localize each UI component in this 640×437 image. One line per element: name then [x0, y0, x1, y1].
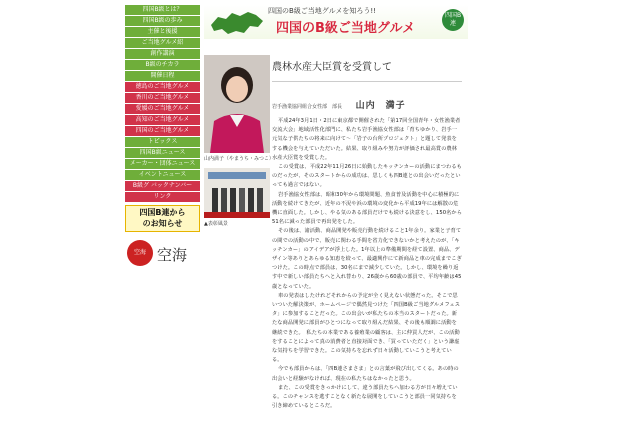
author-photo-caption: 山内満子（やまうち・みつこ） [204, 156, 274, 162]
award-photo [204, 168, 270, 218]
news-line1: 四国B連から [139, 208, 186, 217]
byline-author: 山内 満子 [355, 101, 406, 111]
article-paragraph: この受賞は、平成22年11月26日に始動したキッチンカーの活動にまつわるものだったが、そのスタートからの成功は、思しくも四B連との出会いだったといっても過言ではない。 [272, 164, 462, 189]
article-paragraph: その後は、諸活動、商品開発や販売行動を続けること1年余り。家業と子育ての間での活動の中で、販売に関わる手間を省力化できないかと考えたのが、「キッチンカー」のアイデアが浮上した。1年以上の準備期間を経て設置、商品、デザイン等ありとあらゆる知恵を絞って、最適興作にて新商品と車の完成までこぎつけた。この時点で部員は、30名にまで減少していた。しかし、環境を繰り返す中で新しい部員たちへと入れ替わり、26歳から60歳の部員で、平均年齢は45歳となっていた。 [272, 228, 462, 290]
nav-list [125, 5, 200, 202]
article-paragraph: 岩手漁協女性部は、昭和30年から環境問題、魚食普及活動を中心に積極的に活動を続けてきたが、近年の不況や浜の環境の変化から平成19年には解散の危機に直面した。しかし、やる気のある部員だけでも続ける決意をし、150名から51名に減った部員で再出発をした。 [272, 191, 462, 226]
kukai-seal-icon: 空海 [127, 240, 153, 266]
sidebar-nav-item[interactable]: 徳島のご当地グルメ [125, 82, 200, 92]
sidebar-nav-item[interactable]: 開催日程 [125, 71, 200, 81]
site-header[interactable] [204, 5, 468, 39]
shikoku-map-icon [208, 7, 266, 37]
author-photo [204, 55, 270, 153]
sidebar-nav-item[interactable]: トピックス [125, 137, 200, 147]
sidebar-nav-item[interactable]: B級グ バックナンバー [125, 181, 200, 191]
kukai-banner[interactable] [125, 238, 200, 268]
article-paragraph: 平成24年3月1日・2日に東京都で開催された「第17回全国青年・女性漁業者交流大会」地域活性化部門に、私たち岩手漁協女性部は「育ちゆかり、岩手一元気な子供たちの将来に向けて～「岩子の台所プロジェクト」と題して発表をする機会を与えていただいた。結果、取り組みや努力が評価され最高賞の農林水産大臣賞を受賞した。 [272, 118, 461, 161]
sidebar-nav-item[interactable]: 香川のご当地グルメ [125, 93, 200, 103]
sidebar-nav-item[interactable]: 主催と後援 [125, 27, 200, 37]
sidebar-nav-item[interactable]: リンク [125, 192, 200, 202]
sidebar-nav-item[interactable]: ご当地グルメ紹 [125, 38, 200, 48]
article-title: 農林水産大臣賞を受賞して [272, 62, 392, 73]
byline-organization: 岩手漁業協同組合女性部 部長 [272, 104, 343, 110]
author-portrait-icon [204, 55, 270, 153]
news-line2: のお知らせ [142, 219, 183, 228]
award-ceremony-icon [204, 168, 270, 218]
sidebar-nav-item[interactable]: 高知のご当地グルメ [125, 115, 200, 125]
sidebar-nav-item[interactable]: 四国B級の歩み [125, 16, 200, 26]
kukai-name: 空海 [157, 246, 188, 264]
title-divider [272, 81, 462, 82]
award-photo-caption: ▲表彰風景 [204, 221, 228, 227]
site-logo-text: 四国のB級ご当地グルメ [276, 21, 416, 36]
sidebar-nav-item[interactable]: メーカー・団体ニュース [125, 159, 200, 169]
sidebar-nav-item[interactable]: 愛媛のご当地グルメ [125, 104, 200, 114]
sidebar-nav-item[interactable]: 四国B級とは？ [125, 5, 200, 15]
article [272, 58, 462, 412]
article-paragraph: 車の発表はしたけれどそれからの予定が全く見えない状態だった。そこで思いついた解決策が、ホームページで偶然見つけた「四国B級ご当地グルメフェスタ」に参加することだった。この出会いが私たちの本当のスタートだった。新たな商品開発に部員がひとつになって取り組んだ結果、その後も順調に活動を継続できた。 私たちの本業である養殖業の顧客は、主に仲買人だが、この活動をすることによって真の消費者と直接対面でき、「買っていただく」という謙虚な気持ちを学習できた。この気持ちを忘れず日々活動していこうと考えている。 [272, 292, 461, 364]
article-byline [272, 98, 462, 111]
sidebar-nav-item[interactable]: イベントニュース [125, 170, 200, 180]
sidebar-nav-item[interactable]: B級のチカラ [125, 60, 200, 70]
news-banner-button[interactable] [125, 205, 200, 232]
sidebar-nav-item[interactable]: 創作講演 [125, 49, 200, 59]
sidebar-nav [125, 5, 200, 268]
shikoku-b-badge-icon: 四国B連 [442, 9, 464, 31]
article-paragraph: 今でも部員からは、「四B連さまさま」との言葉が飛び出してくる。あの時の出会いと経験がなければ、現在の私たちはなかったと思う。 [272, 366, 459, 382]
article-body [272, 117, 462, 412]
article-paragraph: また、この受賞をきっかけにして、違う部員たちへ加わる方が日々増えている。このチャンスを逃すことなく新たな展開をしていこうと部員一同気持ちを引き締めているところだ。 [272, 384, 458, 410]
sidebar-nav-item[interactable]: 四国B級ニュース [125, 148, 200, 158]
sidebar-nav-item[interactable]: 四国のご当地グルメ [125, 126, 200, 136]
site-tagline: 四国のB級ご当地グルメを知ろう!! [268, 7, 376, 15]
